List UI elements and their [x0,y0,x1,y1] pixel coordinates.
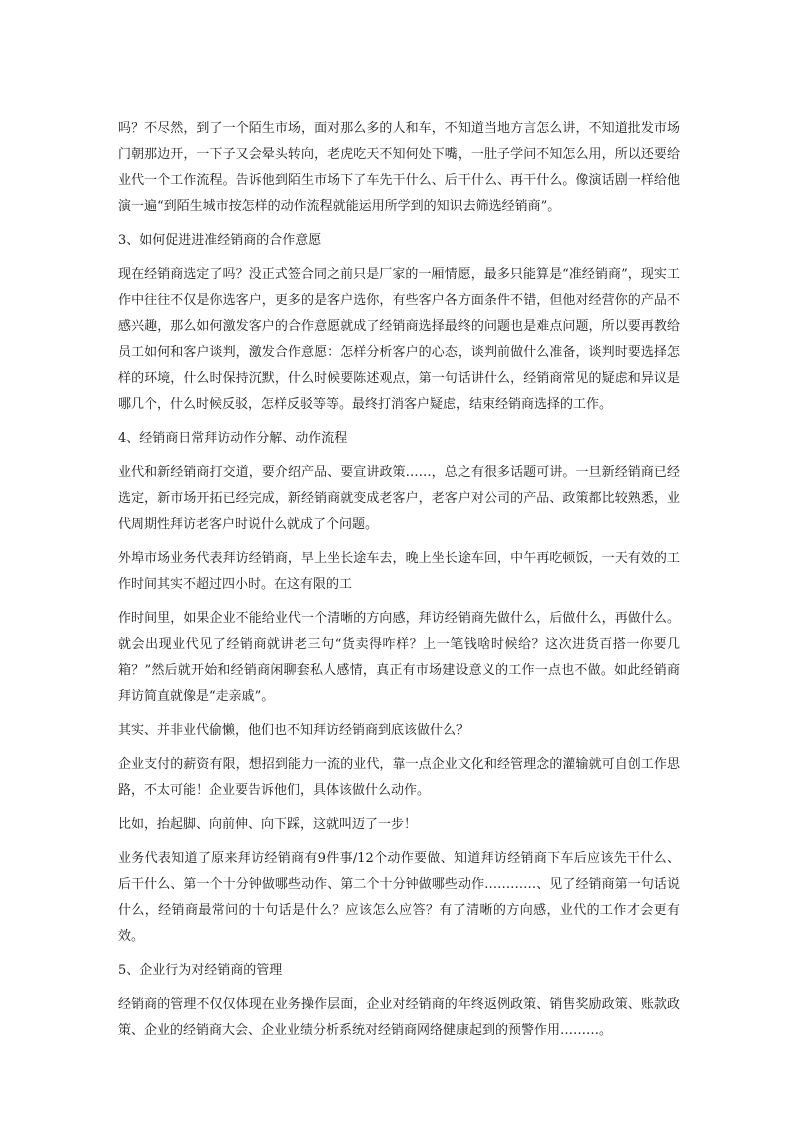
paragraph-new-dealer: 业代和新经销商打交道，要介绍产品、要宣讲政策……，总之有很多话题可讲。一旦新经销商已经选定，新市场开拓已经完成，新经销商就变成老客户，老客户对公司的产品、政策都比较熟悉，业代周期性拜访老客户时说什么就成了个问题。 [118,465,680,532]
paragraph-out-of-town-visit: 外埠市场业务代表拜访经销商，早上坐长途车去，晚上坐长途车回，中午再吃顿饭，一天有效的工作时间其实不超过四小时。在这有限的工 [118,551,680,592]
paragraph-unfamiliar-market: 吗？不尽然，到了一个陌生市场，面对那么多的人和车，不知道当地方言怎么讲，不知道批发市场门朝那边开，一下子又会晕头转向，老虎吃天不知何处下嘴，一肚子学问不知怎么用，所以还要给业代一个工作流程。告诉他到陌生市场下了车先干什么、后干什么、再干什么。像演话剧一样给他演一遍“到陌生城市按怎样的动作流程就能运用所学到的知识去筛选经销商”。 [118,121,680,214]
spacer [118,950,680,958]
spacer [118,804,680,812]
spacer [118,418,680,426]
document-page [118,116,680,1044]
spacer [118,220,680,228]
spacer [118,254,680,262]
spacer [118,984,680,992]
paragraph-one-step: 比如，抬起脚、向前伸、向下踩，这就叫迈了一步！ [118,817,418,832]
spacer [118,838,680,846]
paragraph-nine-tasks: 业务代表知道了原来拜访经销商有9件事/12个动作要做、知道拜访经销商下车后应该先干什么、后干什么、第一个十分钟做哪些动作、第二个十分钟做哪些动作…………、见了经销商第一句话说什么，经销商最常问的十句话是什么？应该怎么应答？有了清晰的方向感，业代的工作才会更有效。 [118,851,680,944]
section-heading-4: 4、经销商日常拜访动作分解、动作流程 [118,431,348,446]
spacer [118,598,680,606]
section-heading-3: 3、如何促进进准经销商的合作意愿 [118,233,322,248]
spacer [118,452,680,460]
paragraph-cooperation-intent: 现在经销商选定了吗？没正式签合同之前只是厂家的一厢情愿，最多只能算是“准经销商”，现实工作中往往不仅是你选客户，更多的是客户选你，有些客户各方面条件不错，但他对经营你的产品不感兴趣，那么如何激发客户的合作意愿就成了经销商选择最终的问题也是难点问题，所以要再教给员工如何和客户谈判，激发合作意愿：怎样分析客户的心态，谈判前做什么准备，谈判时要选择怎样的环境，什么时保持沉默，什么时候要陈述观点，第一句话讲什么，经销商常见的疑虑和异议是哪几个，什么时候反驳，怎样反驳等等。最终打消客户疑虑，结束经销商选择的工作。 [118,267,680,412]
spacer [118,538,680,546]
paragraph-dealer-management: 经销商的管理不仅仅体现在业务操作层面，企业对经销商的年终返例政策、销售奖励政策、账款政策、企业的经销商大会、企业业绩分析系统对经销商网络健康起到的预警作用………。 [118,997,680,1038]
spacer [118,744,680,752]
paragraph-limited-salary: 企业支付的薪资有限，想招到能力一流的业代，靠一点企业文化和经管理念的灌输就可自创工作思路，不太可能！企业要告诉他们，具体该做什么动作。 [118,757,680,798]
paragraph-not-lazy: 其实、并非业代偷懒，他们也不知拜访经销商到底该做什么？ [118,723,470,738]
paragraph-direction-sense: 作时间里，如果企业不能给业代一个清晰的方向感，拜访经销商先做什么，后做什么，再做什么。就会出现业代见了经销商就讲老三句“货卖得咋样？上一笔钱啥时候给？这次进货百搭一你要几箱？”然后就开始和经销商闲聊套私人感情，真正有市场建设意义的工作一点也不做。如此经销商拜访简直就像是“走亲戚”。 [118,611,680,704]
section-heading-5: 5、企业行为对经销商的管理 [118,963,283,978]
spacer [118,710,680,718]
